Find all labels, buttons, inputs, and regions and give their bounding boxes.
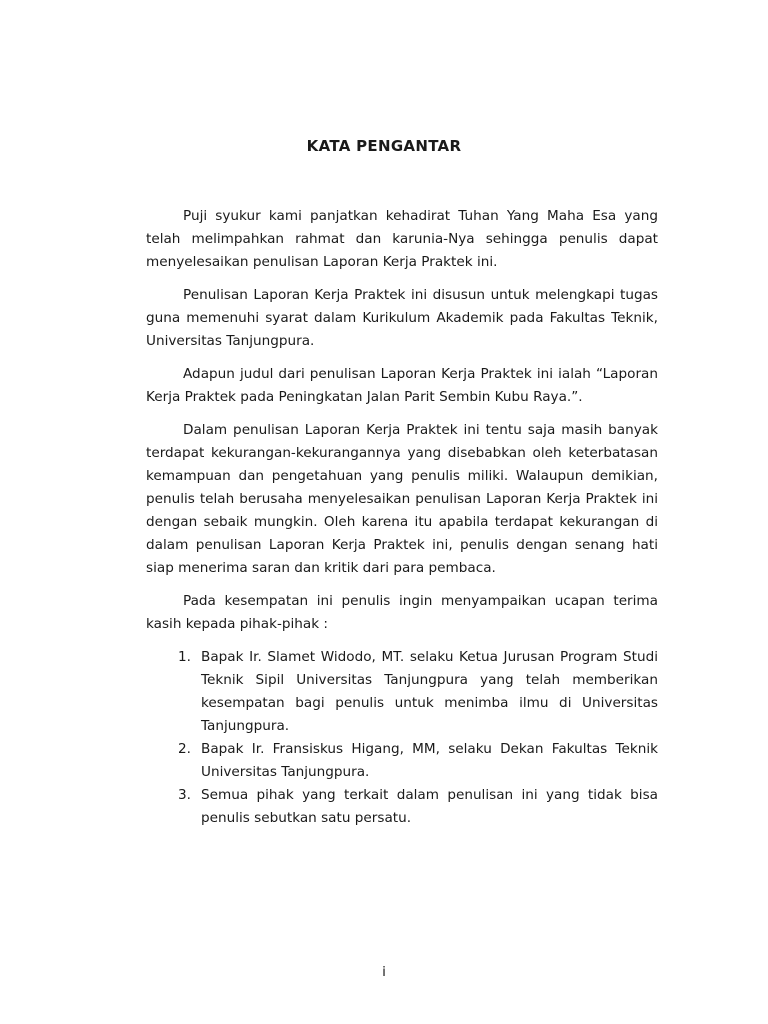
list-item-text: Bapak Ir. Fransiskus Higang, MM, selaku Dekan Fakultas Teknik Universitas Tanjungpura. <box>201 741 658 780</box>
list-item-number: 2. <box>178 741 191 757</box>
list-item-text: Bapak Ir. Slamet Widodo, MT. selaku Ketua Jurusan Program Studi Teknik Sipil Universitas Tanjungpura yang telah memberikan kesempatan bagi penulis untuk menimba ilmu di Universitas Tanjungpura. <box>201 649 658 734</box>
paragraph: Pada kesempatan ini penulis ingin menyampaikan ucapan terima kasih kepada pihak-pihak : <box>146 593 658 632</box>
paragraph: Puji syukur kami panjatkan kehadirat Tuhan Yang Maha Esa yang telah melimpahkan rahmat dan karunia-Nya sehingga penulis dapat menyelesaikan penulisan Laporan Kerja Praktek ini. <box>146 208 658 270</box>
list-item <box>146 646 658 738</box>
page-number: i <box>382 964 386 980</box>
list-item-number: 1. <box>178 649 191 665</box>
list-item <box>146 738 658 784</box>
list-item <box>146 784 658 830</box>
paragraph: Adapun judul dari penulisan Laporan Kerja Praktek ini ialah “Laporan Kerja Praktek pada Peningkatan Jalan Parit Sembin Kubu Raya.”. <box>146 366 658 405</box>
paragraph: Dalam penulisan Laporan Kerja Praktek ini tentu saja masih banyak terdapat kekurangan-kekurangannya yang disebabkan oleh keterbatasan kemampuan dan pengetahuan yang penulis miliki. Walaupun demikian, penulis telah berusaha menyelesaikan penulisan Laporan Kerja Praktek ini dengan sebaik mungkin. Oleh karena itu apabila terdapat kekurangan di dalam penulisan Laporan Kerja Praktek ini, penulis dengan senang hati siap menerima saran dan kritik dari para pembaca. <box>146 422 658 576</box>
list-item-text: Semua pihak yang terkait dalam penulisan ini yang tidak bisa penulis sebutkan satu persatu. <box>201 787 658 826</box>
body-text <box>146 205 658 830</box>
page-title: KATA PENGANTAR <box>306 137 462 155</box>
paragraph: Penulisan Laporan Kerja Praktek ini disusun untuk melengkapi tugas guna memenuhi syarat dalam Kurikulum Akademik pada Fakultas Teknik, Universitas Tanjungpura. <box>146 287 658 349</box>
list-item-number: 3. <box>178 787 191 803</box>
acknowledgement-list <box>146 646 658 830</box>
